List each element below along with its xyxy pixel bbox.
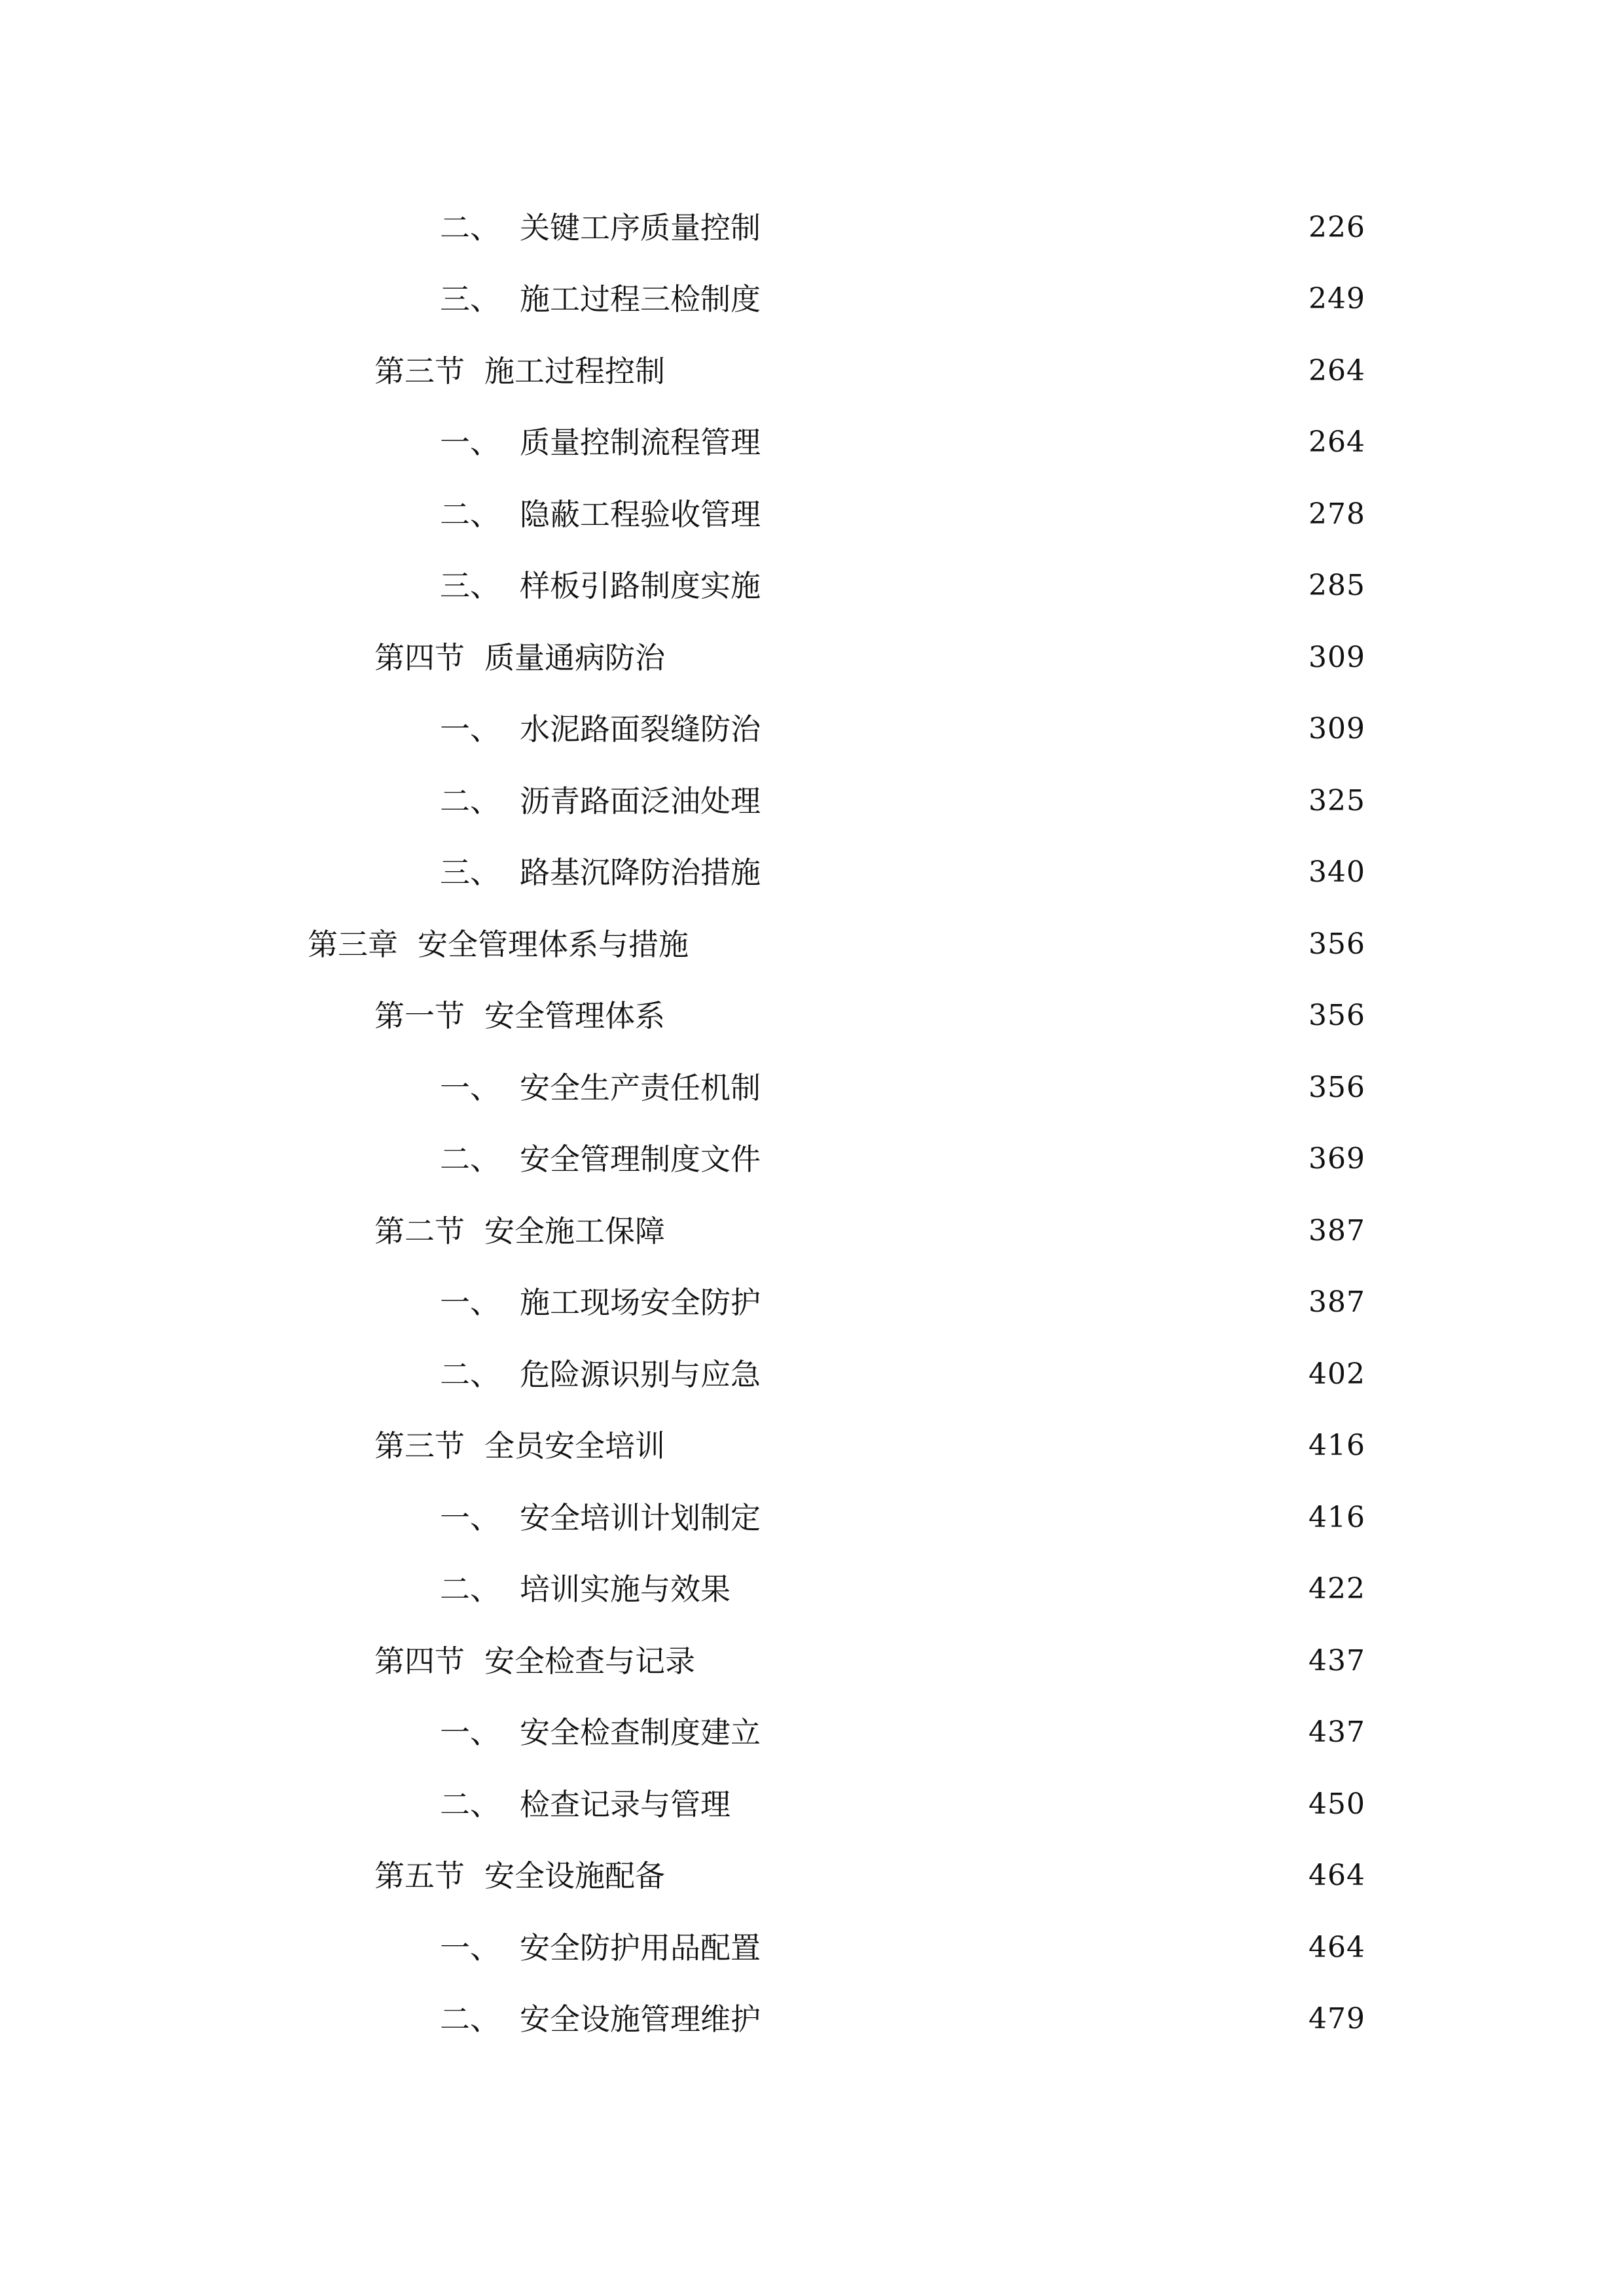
toc-entry-number: 二、 [440, 1356, 500, 1392]
toc-page-number: 422 [1308, 1572, 1365, 1606]
toc-entry-title: 安全管理体系 [484, 998, 665, 1034]
toc-entry-item[interactable] [0, 1912, 1624, 1984]
toc-entry-label [440, 425, 761, 461]
toc-entry-label [440, 568, 761, 604]
toc-entry-label [440, 2001, 761, 2037]
toc-entry-label [374, 1428, 665, 1464]
toc-entry-title: 安全管理体系与措施 [418, 926, 689, 962]
toc-page-number: 285 [1308, 569, 1365, 603]
toc-dot-leader [767, 714, 1301, 744]
toc-entry-section[interactable] [0, 335, 1624, 407]
toc-dot-leader [767, 284, 1301, 314]
toc-page-number: 416 [1308, 1500, 1365, 1534]
toc-entry-label [440, 783, 761, 819]
toc-dot-leader [672, 1861, 1301, 1891]
toc-entry-number: 第四节 [374, 639, 465, 675]
toc-entry-title: 安全检查制度建立 [520, 1715, 761, 1751]
toc-entry-section[interactable] [0, 1195, 1624, 1267]
toc-entry-number: 第一节 [374, 998, 465, 1034]
toc-entry-number: 一、 [440, 1715, 500, 1751]
toc-dot-leader [767, 786, 1301, 816]
toc-entry-title: 安全设施配备 [484, 1858, 665, 1894]
toc-entry-number: 三、 [440, 281, 500, 317]
toc-entry-title: 全员安全培训 [484, 1428, 665, 1464]
toc-entry-item[interactable] [0, 837, 1624, 909]
toc-page-number: 464 [1308, 1859, 1365, 1893]
toc-entry-item[interactable] [0, 1768, 1624, 1840]
toc-entry-number: 一、 [440, 1499, 500, 1535]
toc-dot-leader [737, 1789, 1301, 1820]
toc-page-number: 264 [1308, 353, 1365, 387]
table-of-contents [0, 192, 1624, 2055]
toc-entry-number: 第三章 [308, 926, 398, 962]
toc-dot-leader [767, 427, 1301, 457]
toc-entry-title: 水泥路面裂缝防治 [520, 711, 761, 747]
toc-page-number: 325 [1308, 783, 1365, 817]
toc-entry-number: 三、 [440, 568, 500, 604]
toc-entry-label [440, 1929, 761, 1965]
toc-entry-title: 安全检查与记录 [484, 1643, 695, 1679]
toc-entry-item[interactable] [0, 1338, 1624, 1410]
toc-entry-section[interactable] [0, 1410, 1624, 1482]
toc-page-number: 278 [1308, 497, 1365, 531]
toc-entry-number: 第三节 [374, 353, 465, 389]
toc-entry-number: 一、 [440, 1929, 500, 1965]
toc-entry-number: 第三节 [374, 1428, 465, 1464]
toc-entry-section[interactable] [0, 622, 1624, 694]
toc-entry-number: 二、 [440, 1571, 500, 1607]
toc-entry-label [440, 1141, 761, 1177]
toc-entry-title: 质量通病防治 [484, 639, 665, 675]
toc-dot-leader [767, 1073, 1301, 1103]
toc-entry-number: 二、 [440, 1786, 500, 1822]
toc-entry-number: 第五节 [374, 1858, 465, 1894]
toc-page-number: 387 [1308, 1213, 1365, 1247]
toc-dot-leader [767, 1933, 1301, 1963]
toc-dot-leader [767, 213, 1301, 243]
toc-entry-item[interactable] [0, 765, 1624, 837]
toc-dot-leader [672, 1431, 1301, 1461]
toc-entry-section[interactable] [0, 980, 1624, 1052]
toc-entry-label [440, 1285, 761, 1321]
toc-entry-title: 样板引路制度实施 [520, 568, 761, 604]
toc-entry-label [440, 209, 761, 245]
toc-page-number: 356 [1308, 999, 1365, 1033]
toc-page-number: 479 [1308, 2002, 1365, 2036]
toc-entry-title: 安全防护用品配置 [520, 1929, 761, 1965]
toc-page-number: 437 [1308, 1715, 1365, 1749]
toc-dot-leader [737, 1574, 1301, 1604]
toc-entry-title: 关键工序质量控制 [520, 209, 761, 245]
toc-page-number: 226 [1308, 210, 1365, 244]
toc-entry-label [440, 1571, 731, 1607]
toc-dot-leader [767, 1717, 1301, 1748]
toc-dot-leader [702, 1646, 1301, 1676]
toc-page-number: 356 [1308, 1070, 1365, 1104]
toc-entry-label [374, 998, 665, 1034]
toc-entry-item[interactable] [0, 1984, 1624, 2056]
toc-dot-leader [767, 857, 1301, 888]
toc-dot-leader [672, 643, 1301, 673]
toc-entry-label [374, 639, 665, 675]
toc-entry-number: 三、 [440, 855, 500, 891]
toc-entry-number: 二、 [440, 209, 500, 245]
toc-entry-label [440, 1069, 761, 1105]
toc-entry-item[interactable] [0, 1124, 1624, 1196]
toc-entry-title: 危险源识别与应急 [520, 1356, 761, 1392]
toc-page-number: 309 [1308, 712, 1365, 746]
toc-page-number: 387 [1308, 1285, 1365, 1319]
toc-entry-title: 沥青路面泛油处理 [520, 783, 761, 819]
toc-entry-label [440, 855, 761, 891]
toc-entry-number: 一、 [440, 425, 500, 461]
toc-entry-title: 隐蔽工程验收管理 [520, 496, 761, 532]
toc-entry-label [440, 281, 761, 317]
toc-page-number: 416 [1308, 1429, 1365, 1463]
toc-dot-leader [767, 1503, 1301, 1533]
toc-entry-item[interactable] [0, 1482, 1624, 1554]
toc-dot-leader [767, 1144, 1301, 1174]
toc-entry-item[interactable] [0, 1697, 1624, 1769]
toc-entry-title: 安全设施管理维护 [520, 2001, 761, 2037]
toc-entry-label [440, 1499, 761, 1535]
toc-entry-number: 第二节 [374, 1213, 465, 1249]
toc-page-number: 356 [1308, 927, 1365, 961]
toc-page-number: 450 [1308, 1787, 1365, 1821]
toc-entry-number: 一、 [440, 1285, 500, 1321]
toc-entry-label [440, 496, 761, 532]
toc-entry-title: 路基沉降防治措施 [520, 855, 761, 891]
toc-entry-label [308, 926, 689, 962]
toc-entry-item[interactable] [0, 550, 1624, 622]
toc-entry-chapter[interactable] [0, 908, 1624, 980]
toc-entry-item[interactable] [0, 264, 1624, 336]
toc-entry-label [374, 353, 665, 389]
toc-dot-leader [767, 571, 1301, 601]
toc-page-number: 309 [1308, 640, 1365, 674]
toc-page-number: 249 [1308, 282, 1365, 316]
toc-entry-title: 检查记录与管理 [520, 1786, 731, 1822]
toc-entry-number: 一、 [440, 711, 500, 747]
toc-page-number: 437 [1308, 1643, 1365, 1677]
toc-entry-item[interactable] [0, 192, 1624, 264]
toc-entry-section[interactable] [0, 1625, 1624, 1697]
toc-entry-number: 二、 [440, 496, 500, 532]
toc-dot-leader [767, 1359, 1301, 1390]
toc-entry-number: 二、 [440, 783, 500, 819]
toc-entry-label [374, 1858, 665, 1894]
toc-entry-label [440, 711, 761, 747]
toc-entry-label [440, 1715, 761, 1751]
toc-entry-number: 二、 [440, 1141, 500, 1177]
toc-entry-title: 安全培训计划制定 [520, 1499, 761, 1535]
toc-page-number: 402 [1308, 1357, 1365, 1391]
toc-entry-item[interactable] [0, 478, 1624, 550]
toc-page-number: 369 [1308, 1142, 1365, 1176]
toc-entry-item[interactable] [0, 1052, 1624, 1124]
toc-page-number: 464 [1308, 1930, 1365, 1964]
toc-entry-item[interactable] [0, 694, 1624, 766]
toc-dot-leader [695, 929, 1301, 960]
toc-dot-leader [672, 1001, 1301, 1031]
toc-entry-label [440, 1786, 731, 1822]
toc-entry-title: 培训实施与效果 [520, 1571, 731, 1607]
toc-dot-leader [767, 2004, 1301, 2034]
toc-entry-item[interactable] [0, 1554, 1624, 1626]
toc-entry-title: 施工现场安全防护 [520, 1285, 761, 1321]
toc-entry-label [374, 1213, 665, 1249]
toc-entry-title: 安全管理制度文件 [520, 1141, 761, 1177]
toc-page-number: 340 [1308, 855, 1365, 889]
toc-page-number: 264 [1308, 425, 1365, 459]
toc-dot-leader [767, 499, 1301, 529]
toc-entry-title: 安全生产责任机制 [520, 1069, 761, 1105]
toc-entry-number: 一、 [440, 1069, 500, 1105]
toc-dot-leader [672, 1216, 1301, 1246]
toc-entry-section[interactable] [0, 1840, 1624, 1912]
toc-entry-item[interactable] [0, 407, 1624, 479]
toc-entry-number: 第四节 [374, 1643, 465, 1679]
toc-entry-title: 施工过程控制 [484, 353, 665, 389]
toc-entry-title: 安全施工保障 [484, 1213, 665, 1249]
toc-entry-title: 施工过程三检制度 [520, 281, 761, 317]
toc-entry-label [374, 1643, 695, 1679]
toc-entry-title: 质量控制流程管理 [520, 425, 761, 461]
toc-entry-label [440, 1356, 761, 1392]
toc-dot-leader [672, 356, 1301, 386]
toc-dot-leader [767, 1287, 1301, 1318]
toc-entry-item[interactable] [0, 1267, 1624, 1339]
toc-entry-number: 二、 [440, 2001, 500, 2037]
